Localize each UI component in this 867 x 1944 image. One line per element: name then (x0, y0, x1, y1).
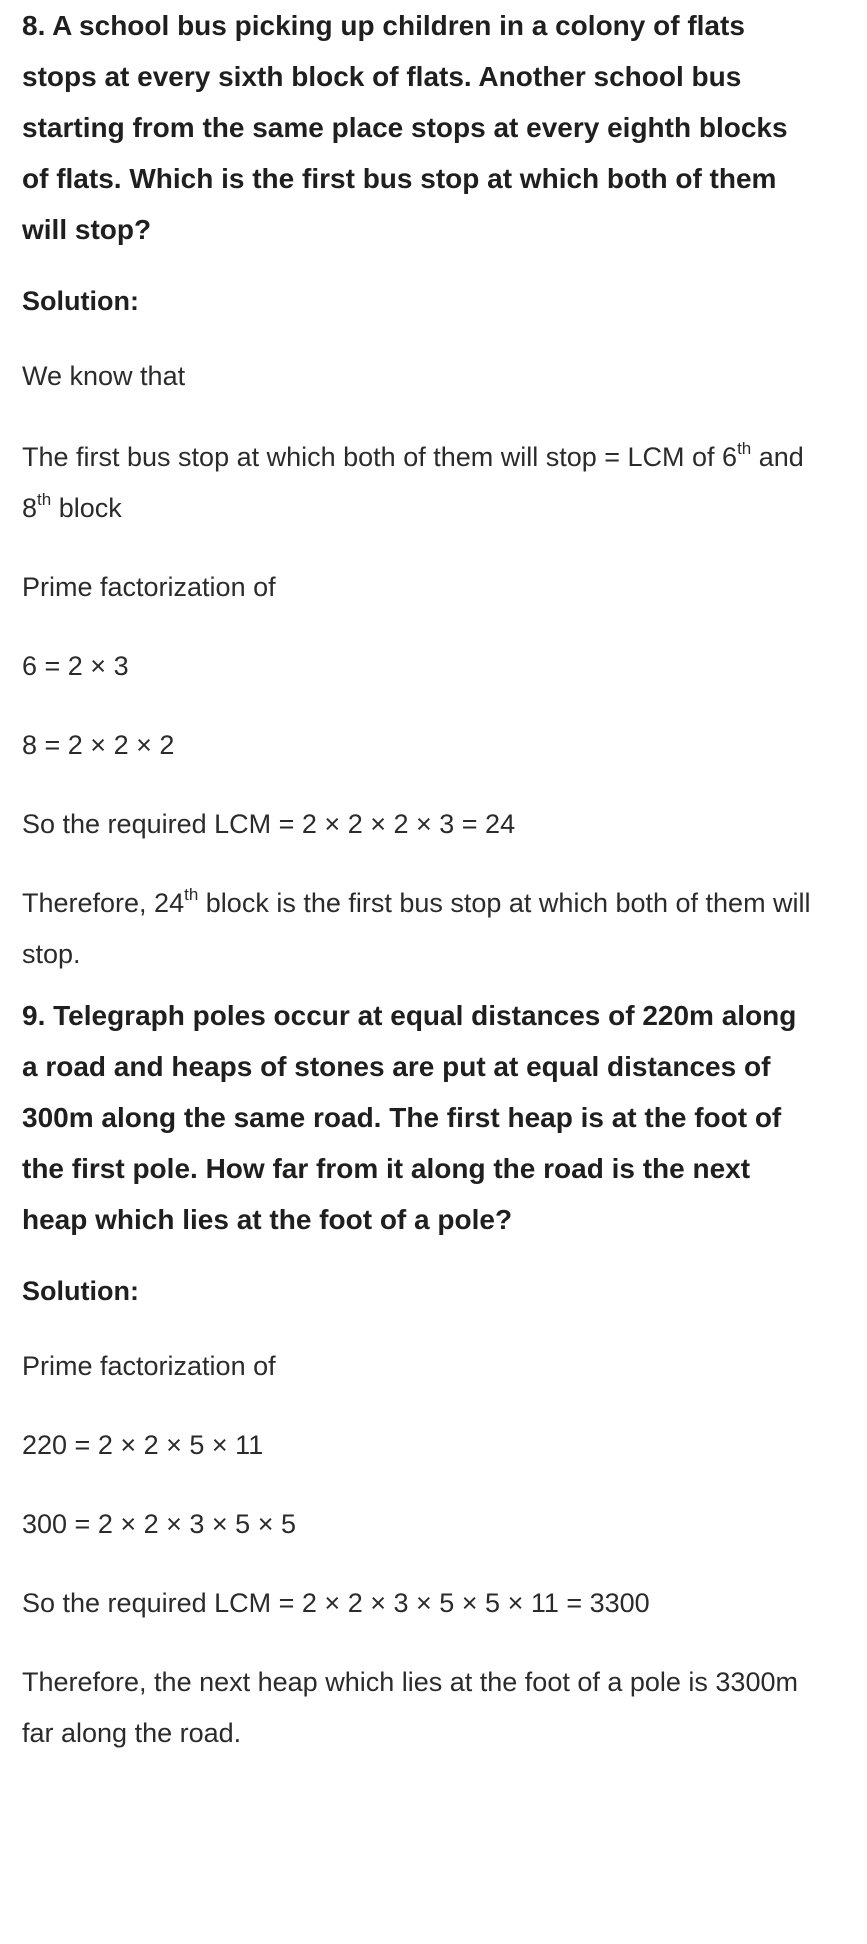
question-8-text: 8. A school bus picking up children in a colony of flats stops at every sixth block of flats. Another school bus starting from the same place stops at every eighth blocks of flats. Which is the first bus stop at which both of them will stop? (22, 10, 788, 245)
text-span: block is the first bus stop at which both of them will stop. (22, 888, 811, 969)
text-span: block (51, 493, 122, 523)
question-9-section (22, 990, 817, 1759)
solution-line: Prime factorization of (22, 1351, 276, 1381)
equation-line: 300 = 2 × 2 × 3 × 5 × 5 (22, 1509, 296, 1539)
text-span: The first bus stop at which both of them will stop = LCM of 6 (22, 442, 738, 472)
superscript: th (184, 885, 199, 904)
equation-line: So the required LCM = 2 × 2 × 2 × 3 = 24 (22, 809, 516, 839)
solution-line: Prime factorization of (22, 572, 276, 602)
equation-line: So the required LCM = 2 × 2 × 3 × 5 × 5 × 11 = 3300 (22, 1588, 650, 1618)
conclusion-line (22, 878, 817, 980)
question-9-text: 9. Telegraph poles occur at equal distances of 220m along a road and heaps of stones are put at equal distances of 300m along the same road. The first heap is at the foot of the first pole. How far from it along the road is the next heap which lies at the foot of a pole? (22, 1000, 797, 1235)
text-span: and 8 (22, 442, 804, 523)
superscript: th (37, 490, 52, 509)
text-span: Therefore, 24 (22, 888, 185, 918)
superscript: th (737, 439, 752, 458)
equation-line: 8 = 2 × 2 × 2 (22, 730, 175, 760)
solution-line-lcm-statement (22, 432, 817, 534)
solution-line: We know that (22, 361, 186, 391)
solution-label: Solution: (22, 1276, 139, 1306)
solution-label: Solution: (22, 286, 139, 316)
equation-line: 220 = 2 × 2 × 5 × 11 (22, 1430, 264, 1460)
equation-line: 6 = 2 × 3 (22, 651, 129, 681)
question-8-section (22, 0, 817, 980)
conclusion-line: Therefore, the next heap which lies at the foot of a pole is 3300m far along the road. (22, 1667, 798, 1748)
